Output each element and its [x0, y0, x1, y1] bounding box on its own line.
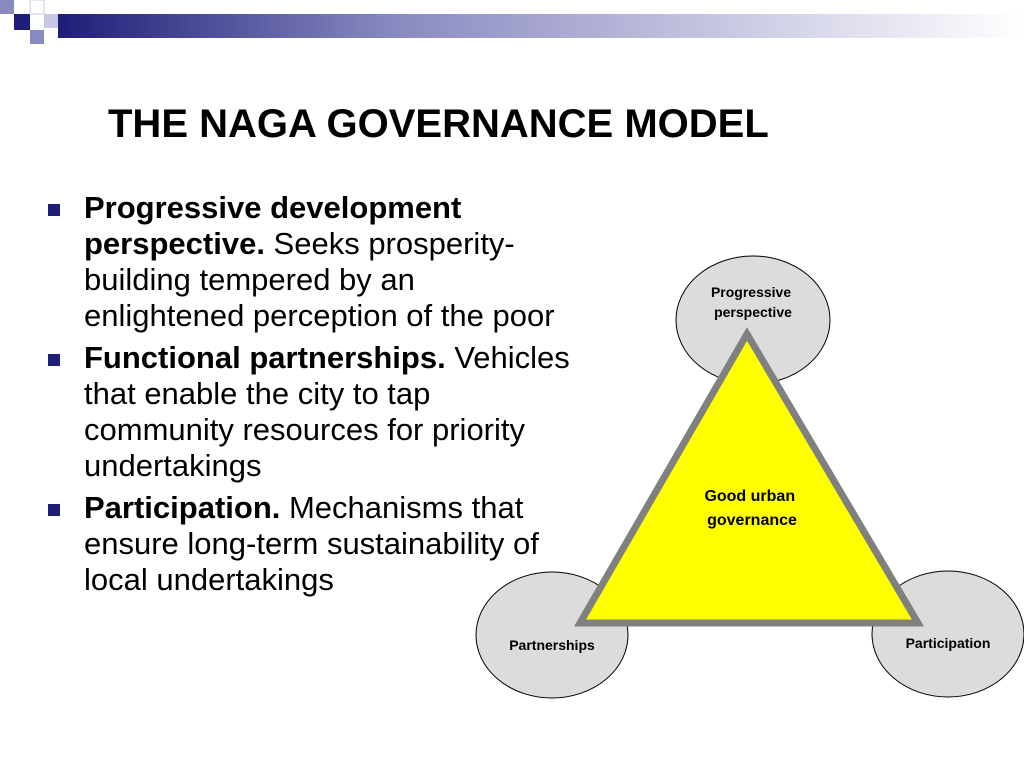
bullet-body: Mechanisms that ensure long-term sustainability of local undertakings [84, 490, 539, 597]
node-right-label: Participation [905, 635, 991, 651]
bullet-heading: Progressive development perspective. [84, 190, 462, 261]
node-top-line: Progressive [710, 284, 792, 300]
node-left-label: Partnerships [509, 637, 595, 653]
bullet-body: Vehicles that enable the city to tap community resources for priority undertakings [84, 340, 570, 483]
square-bullet-icon [48, 504, 60, 516]
governance-diagram [470, 250, 1024, 710]
square-bullet-icon [48, 204, 60, 216]
governance-triangle [580, 334, 918, 623]
center-line: governance [707, 512, 797, 529]
bullet-heading: Functional partnerships. [84, 340, 446, 375]
header-decoration [0, 0, 1024, 60]
slide-title: THE NAGA GOVERNANCE MODEL [108, 102, 769, 146]
bullet-heading: Participation. [84, 490, 281, 525]
node-top-line: perspective [714, 304, 792, 320]
square-bullet-icon [48, 354, 60, 366]
bullet-body: Seeks prosperity-building tempered by an enlightened perception of the poor [84, 226, 555, 333]
center-line: Good urban [704, 488, 796, 505]
